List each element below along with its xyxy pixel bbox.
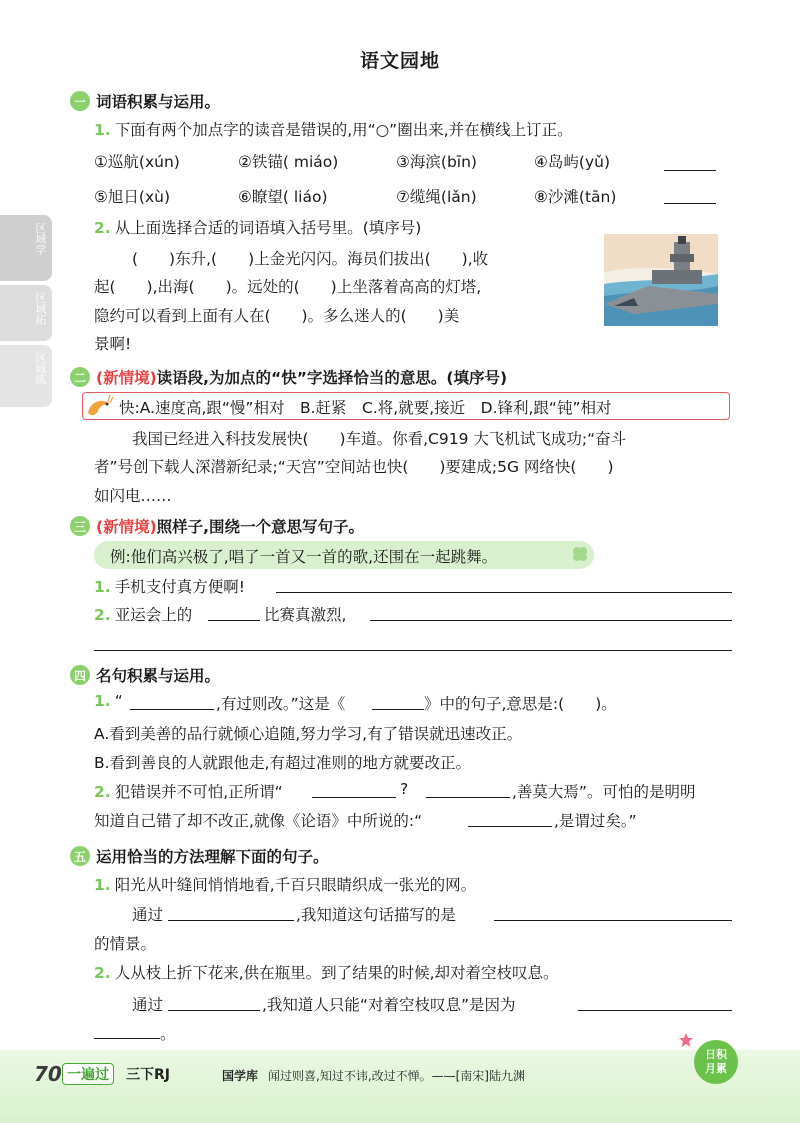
s1-q1-item-4: ④岛屿(yǔ) (534, 153, 610, 171)
side-tab-label-1: 区域学 (34, 222, 47, 255)
s5-q1-end: 的情景。 (94, 935, 157, 953)
s1-q1-item-7: ⑦缆绳(lǎn) (396, 188, 477, 206)
s1-q2-line4: 景啊! (94, 335, 132, 353)
s3-q2-answer-line-2[interactable] (94, 650, 732, 651)
s4-q1-option-a: A.看到美善的品行就倾心追随,努力学习,有了错误就迅速改正。 (94, 725, 523, 743)
example-sentence-box (94, 541, 594, 569)
section4-heading (70, 664, 220, 686)
s5-q1-blank-method[interactable] (168, 920, 294, 921)
kuai-options-text: 快:A.速度高,跟“慢”相对 B.赶紧 C.将,就要,接近 D.锋利,跟“钝”相对 (119, 399, 612, 417)
s3-q1-number: 1. (94, 578, 111, 596)
s2-para-line2: 者”号创下载人深潜新纪录;“天宫”空间站也快( )要建成;5G 网络快( ) (94, 458, 614, 476)
s5-q2-tongguo: 通过 (132, 996, 164, 1014)
s4-q1 (94, 692, 123, 710)
s5-q1 (94, 873, 476, 895)
clover-icon (570, 544, 590, 564)
footer-quote: 闻过则喜,知过不讳,改过不惮。——[南宋]陆九渊 (268, 1069, 525, 1083)
s1-q1-item-5: ⑤旭日(xù) (94, 188, 170, 206)
s5-q2-blank-reason-2[interactable] (94, 1038, 160, 1039)
s4-q2-text-a: 犯错误并不可怕,正所谓“ (114, 783, 283, 801)
footer-series: 一遍过 (62, 1063, 114, 1085)
footer-lib-label: 国学库 (222, 1069, 259, 1083)
s1-correction-blank-1[interactable] (664, 170, 716, 171)
s4-q1-option-b: B.看到善良的人就跟他走,有超过准则的地方就要改正。 (94, 754, 471, 772)
s3-q2-text-b: 比赛真激烈, (264, 606, 347, 624)
s1-q1-number: 1. (94, 121, 111, 139)
side-tab-label-2: 区域拓 (34, 292, 47, 325)
s5-q2-end: 。 (160, 1025, 176, 1043)
s3-q1-answer-line[interactable] (276, 592, 732, 593)
s5-q2-text: 人从枝上折下花来,供在瓶里。到了结果的时候,却对着空枝叹息。 (114, 964, 559, 982)
section4-title: 名句积累与运用。 (96, 667, 221, 685)
s3-q1-text: 手机支付真方便啊! (114, 578, 245, 596)
s1-q1-text (94, 118, 573, 140)
s4-q2-text-b: ? (400, 780, 409, 798)
s4-q2 (94, 780, 283, 802)
s1-correction-blank-2[interactable] (664, 203, 716, 204)
s1-q2-text (94, 216, 421, 238)
s3-q1 (94, 575, 245, 597)
s4-q1-blank-book[interactable] (372, 709, 424, 710)
s5-q2-blank-method[interactable] (168, 1010, 260, 1011)
s1-q2-line1: ( )东升,( )上金光闪闪。海员们拔出( ),收 (132, 250, 489, 268)
s5-q2-blank-reason[interactable] (578, 1010, 732, 1011)
section3-number: 三 (70, 516, 90, 536)
s5-q1-number: 1. (94, 876, 111, 894)
kuai-meaning-options (82, 392, 730, 420)
footer-page-number: 70 (34, 1062, 62, 1086)
s5-q1-mid: ,我知道这句话描写的是 (296, 906, 456, 924)
page-title: 语文园地 (359, 50, 440, 72)
section4-number: 四 (70, 665, 90, 685)
lighthouse-ship-illustration (604, 234, 718, 326)
section2-tag: (新情境) (96, 369, 157, 387)
section2-heading (70, 366, 507, 388)
badge-line-1: 日积 (705, 1048, 727, 1061)
side-tab-label-3: 区域练 (34, 352, 47, 385)
section5-heading (70, 845, 329, 867)
s5-q2 (94, 961, 559, 983)
s4-q1-text-c: 》中的句子,意思是:( )。 (424, 695, 617, 713)
s1-q2-line2: 起( ),出海( )。远处的( )上坐落着高高的灯塔, (94, 278, 482, 296)
s4-q2-text-e: ,是谓过矣。” (554, 812, 637, 830)
s1-q1-item-8: ⑧沙滩(tān) (534, 188, 617, 206)
section2-title: 读语段,为加点的“快”字选择恰当的意思。(填序号) (156, 369, 508, 387)
s1-q2-number: 2. (94, 219, 111, 237)
s3-q2-number: 2. (94, 606, 111, 624)
s3-q2-blank-sport[interactable] (208, 620, 260, 621)
s2-para-line3: 如闪电…… (94, 487, 172, 505)
s4-q2-blank-2[interactable] (426, 797, 510, 798)
s1-q2-prompt: 从上面选择合适的词语填入括号里。(填序号) (114, 219, 422, 237)
section3-heading (70, 515, 364, 537)
footer-band (0, 1050, 800, 1123)
s4-q1-number: 1. (94, 692, 111, 710)
s2-para-line1: 我国已经进入科技发展快( )车道。你看,C919 大飞机试飞成功;“奋斗 (132, 430, 627, 448)
s4-q2-number: 2. (94, 783, 111, 801)
example-sentence: 例:他们高兴极了,唱了一首又一首的歌,还围在一起跳舞。 (110, 548, 498, 566)
section5-title: 运用恰当的方法理解下面的句子。 (96, 848, 329, 866)
s4-q2-text-d: 知道自己错了却不改正,就像《论语》中所说的:“ (94, 812, 423, 830)
s5-q2-mid: ,我知道人只能“对着空枝叹息”是因为 (262, 996, 516, 1014)
badge-line-2: 月累 (705, 1062, 727, 1075)
s4-q1-blank-quote[interactable] (130, 709, 214, 710)
s1-q1-prompt: 下面有两个加点字的读音是错误的,用“○”圈出来,并在横线上订正。 (114, 121, 573, 139)
s3-q2 (94, 603, 192, 625)
s5-q2-number: 2. (94, 964, 111, 982)
section1-number: 一 (70, 91, 90, 111)
s1-q1-item-3: ③海滨(bīn) (396, 153, 477, 171)
s4-q2-blank-1[interactable] (312, 797, 396, 798)
s5-q1-text: 阳光从叶缝间悄悄地看,千百只眼睛织成一张光的网。 (114, 876, 477, 894)
s4-q1-open-quote: “ (114, 692, 123, 710)
footer-grade: 三下RJ (126, 1067, 170, 1083)
daily-accumulation-badge (694, 1040, 738, 1084)
s3-q2-answer-line[interactable] (370, 620, 732, 621)
s4-q1-text-b: ,有过则改。”这是《 (216, 695, 346, 713)
s1-q1-item-1: ①巡航(xún) (94, 153, 180, 171)
s4-q2-text-c: ,善莫大焉”。可怕的是明明 (512, 783, 696, 801)
s1-q2-line3: 隐约可以看到上面有人在( )。多么迷人的( )美 (94, 307, 460, 325)
section1-heading (70, 90, 220, 112)
s1-q1-item-6: ⑥瞭望( liáo) (238, 188, 328, 206)
s5-q1-blank-scene[interactable] (494, 920, 732, 921)
s3-q2-text-a: 亚运会上的 (114, 606, 193, 624)
section1-title: 词语积累与运用。 (96, 93, 221, 111)
section5-number: 五 (70, 846, 90, 866)
s5-q1-tongguo: 通过 (132, 906, 164, 924)
section2-number: 二 (70, 367, 90, 387)
star-icon (678, 1032, 694, 1048)
section3-title: 照样子,围绕一个意思写句子。 (156, 518, 365, 536)
s4-q2-blank-3[interactable] (468, 826, 552, 827)
section3-tag: (新情境) (96, 518, 157, 536)
s1-q1-item-2: ②铁锚( miáo) (238, 153, 339, 171)
